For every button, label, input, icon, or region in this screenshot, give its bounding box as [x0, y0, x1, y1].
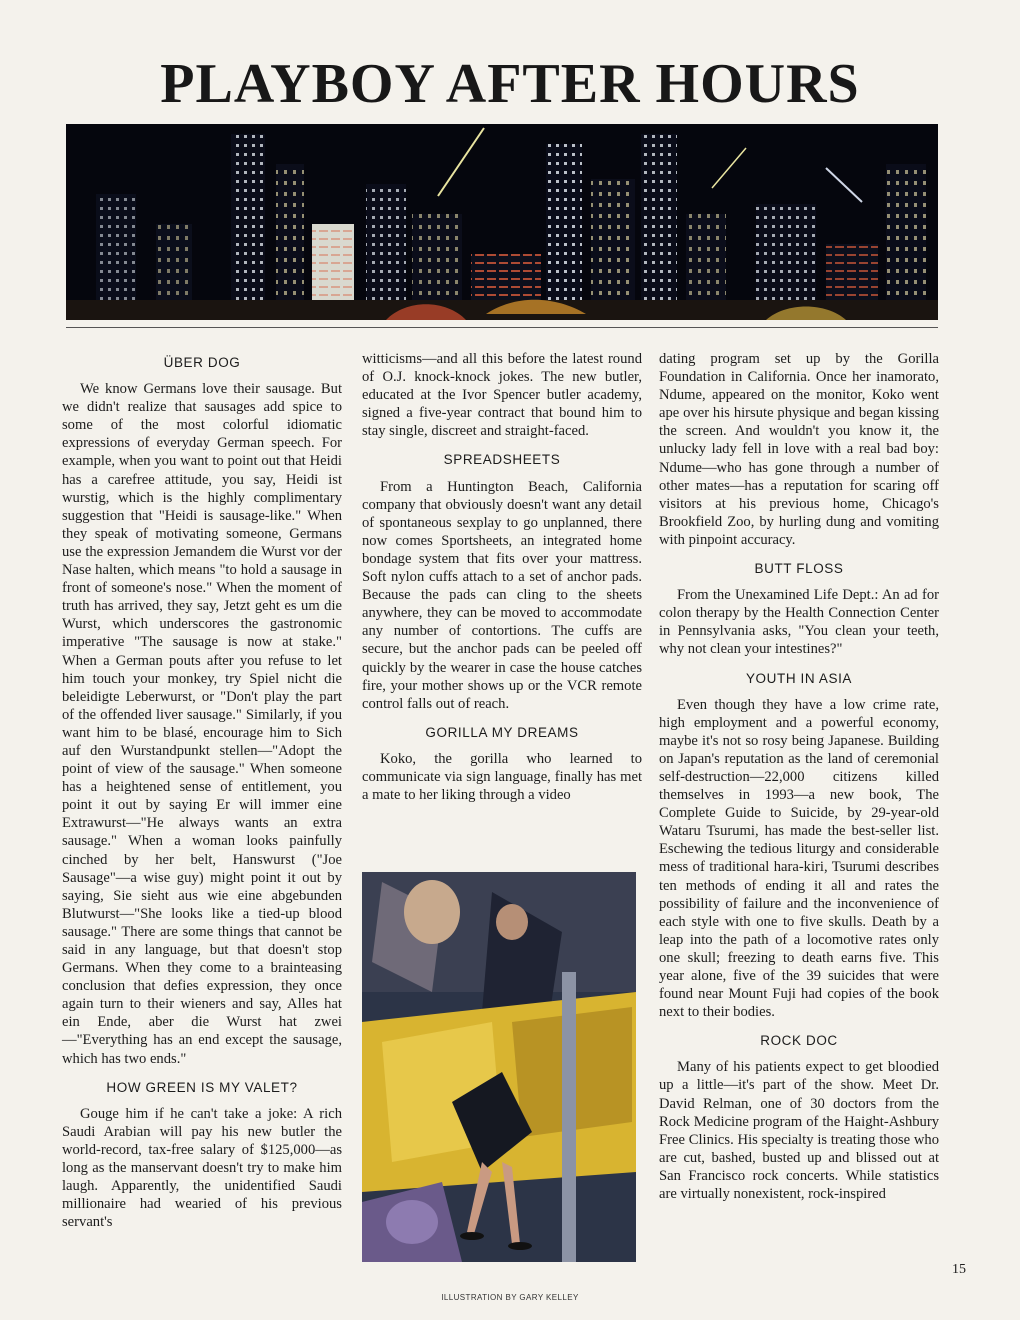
taxi-illustration: [362, 872, 636, 1262]
gorilla-heading: GORILLA MY DREAMS: [425, 724, 579, 740]
rock-doc-text: Many of his patients expect to get bloodied up a little—it's part of the show. Meet Dr. David Relman, one of 30 doctors from the Rock Medicine program of the Haight-Ashbury Free Clinics. His specialty is treating those who are cut, bashed, busted up and blissed out at San Francisco rock concerts. While statistics are virtually nonexistent, rock-inspired: [659, 1059, 939, 1203]
column-1: [62, 350, 342, 1231]
rock-doc-heading: ROCK DOC: [760, 1033, 838, 1049]
butt-floss-heading: BUTT FLOSS: [754, 561, 844, 577]
butt-floss-text: From the Unexamined Life Dept.: An ad for colon therapy by the Health Connection Center in Pennsylvania asks, "You clean your teeth, why not clean your intestines?": [659, 587, 939, 658]
valet-text-part1: Gouge him if he can't take a joke: A rich Saudi Arabian will pay his new butler the world-record, tax-free salary of $125,000—as long as the manservant doesn't try to make him laugh. Apparently, the unidentified Saudi millionaire had wearied of his previous servant's: [62, 1105, 342, 1231]
uber-dog-heading: ÜBER DOG: [163, 355, 241, 370]
skyline-art: [66, 124, 938, 320]
valet-text-part2: witticisms—and all this before the latest round of O.J. knock-knock jokes. The new butler, educated at the Ivor Spencer butler academy, signed a five-year contract that bound him to stay single, discreet and straight-faced.: [362, 351, 642, 440]
column-2: [362, 350, 642, 804]
youth-in-asia-heading: YOUTH IN ASIA: [745, 670, 853, 686]
gorilla-text-part1: Koko, the gorilla who learned to communicate via sign language, finally has met a mate to her liking through a video: [362, 750, 642, 804]
page-number: 15: [952, 1262, 966, 1277]
header-rule: [66, 327, 938, 328]
illustration-credit: ILLUSTRATION BY GARY KELLEY: [441, 1293, 579, 1302]
taxi-art: [362, 872, 636, 1262]
valet-heading: HOW GREEN IS MY VALET?: [106, 1079, 298, 1095]
page-title: PLAYBOY AFTER HOURS: [160, 53, 860, 115]
city-skyline-illustration: [66, 124, 938, 320]
uber-dog-text: We know Germans love their sausage. But we didn't realize that sausages add spice to some of the most colorful idiomatic expressions of everyday German speech. For example, when you want to point out that Heidi has a carefree attitude, you say, Heidi ist wurstig, which is the highly complimentary suggestion that "Heidi is sausage-like." When they speak of motivating someone, Germans use the expression Jemandem die Wurst vor der Nase halten, which means "to hold a sausage in front of someone's nose." When the moment of truth has arrived, they say, Jetzt geht es um die Wurst, which underscores the gastronomic imperative "The sausage is now at stake." When a German pouts after you refuse to let him touch your monkey, try Spiel nicht die beleidigte Leberwurst, or "Don't play the part of the offended liver sausage." Similarly, if you want him to be blasé, encourage him to Sich auf den Wurstandpunkt stellen—"Adopt the point of view of the sausage." When someone has a heightened sense of entitlement, you point it out by saying Er will immer eine Extrawurst—"He always wants an extra sausage." When a woman looks painfully cinched by her belt, Hanswurst ("Joe Sausage"—a wise guy) might point it out by saying, Sie sieht aus wie eine abgebunden Blutwurst—"She looks like a tied-up blood sausage." There are some things that cannot be said in any language, but that doesn't stop Germans. When they come to a brainteasing conclusion that defies expression, they once again turn to their wieners and say, Alles hat ein Ende, aber die Wurst hat zwei—"Everything has an end except the sausage, which has two ends.": [62, 381, 342, 1067]
spreadsheets-heading: SPREADSHEETS: [443, 452, 561, 468]
youth-in-asia-text: Even though they have a low crime rate, high employment and a powerful economy, maybe it's not so rosy being Japanese. Building on Japan's reputation as the land of ceremonial self-destruction—22,000 citizens killed themselves in 1993—a new book, The Complete Guide to Suicide, by 29-year-old Wataru Tsurumi, has made the best-seller list. Eschewing the tedious liturgy and considerable mess of traditional hara-kiri, Tsurumi describes ten methods of ending it all and rates the possibility of failure and the inconvenience of each style with one to five skulls. Death by a leap into the path of a locomotive rates only one skull; freezing to death earns five. This year alone, five of the 39 suicides that were found near Mount Fuji had copies of the book next to their bodies.: [659, 696, 939, 1021]
column-3: [659, 350, 939, 1203]
spreadsheets-text: From a Huntington Beach, California company that obviously doesn't want any detail of spontaneous sexplay to go unplanned, there now comes Sportsheets, an integrated home bondage system that fits over your mattress. Soft nylon cuffs attach to a set of anchor pads. Because the pads can cling to the sheets anywhere, they can be moved to accommodate any number of contortions. The cuffs are secure, but the anchor pads can be peeled off quickly by the wearer in case the house catches fire, your mother shows up or the VCR remote control falls out of reach.: [362, 478, 642, 712]
gorilla-text-part2: dating program set up by the Gorilla Foundation in California. Once her inamorato, Ndume, appeared on the monitor, Koko went ape over his hirsute physique and began kissing the screen. And wouldn't you know it, the unlucky lady fell in love with a real bad boy: Ndume—who has gone through a number of other mates—has a reputation for scaring off visitors at his previous home, Chicago's Brookfield Zoo, by hurling dung and vomiting with pinpoint accuracy.: [659, 351, 939, 548]
